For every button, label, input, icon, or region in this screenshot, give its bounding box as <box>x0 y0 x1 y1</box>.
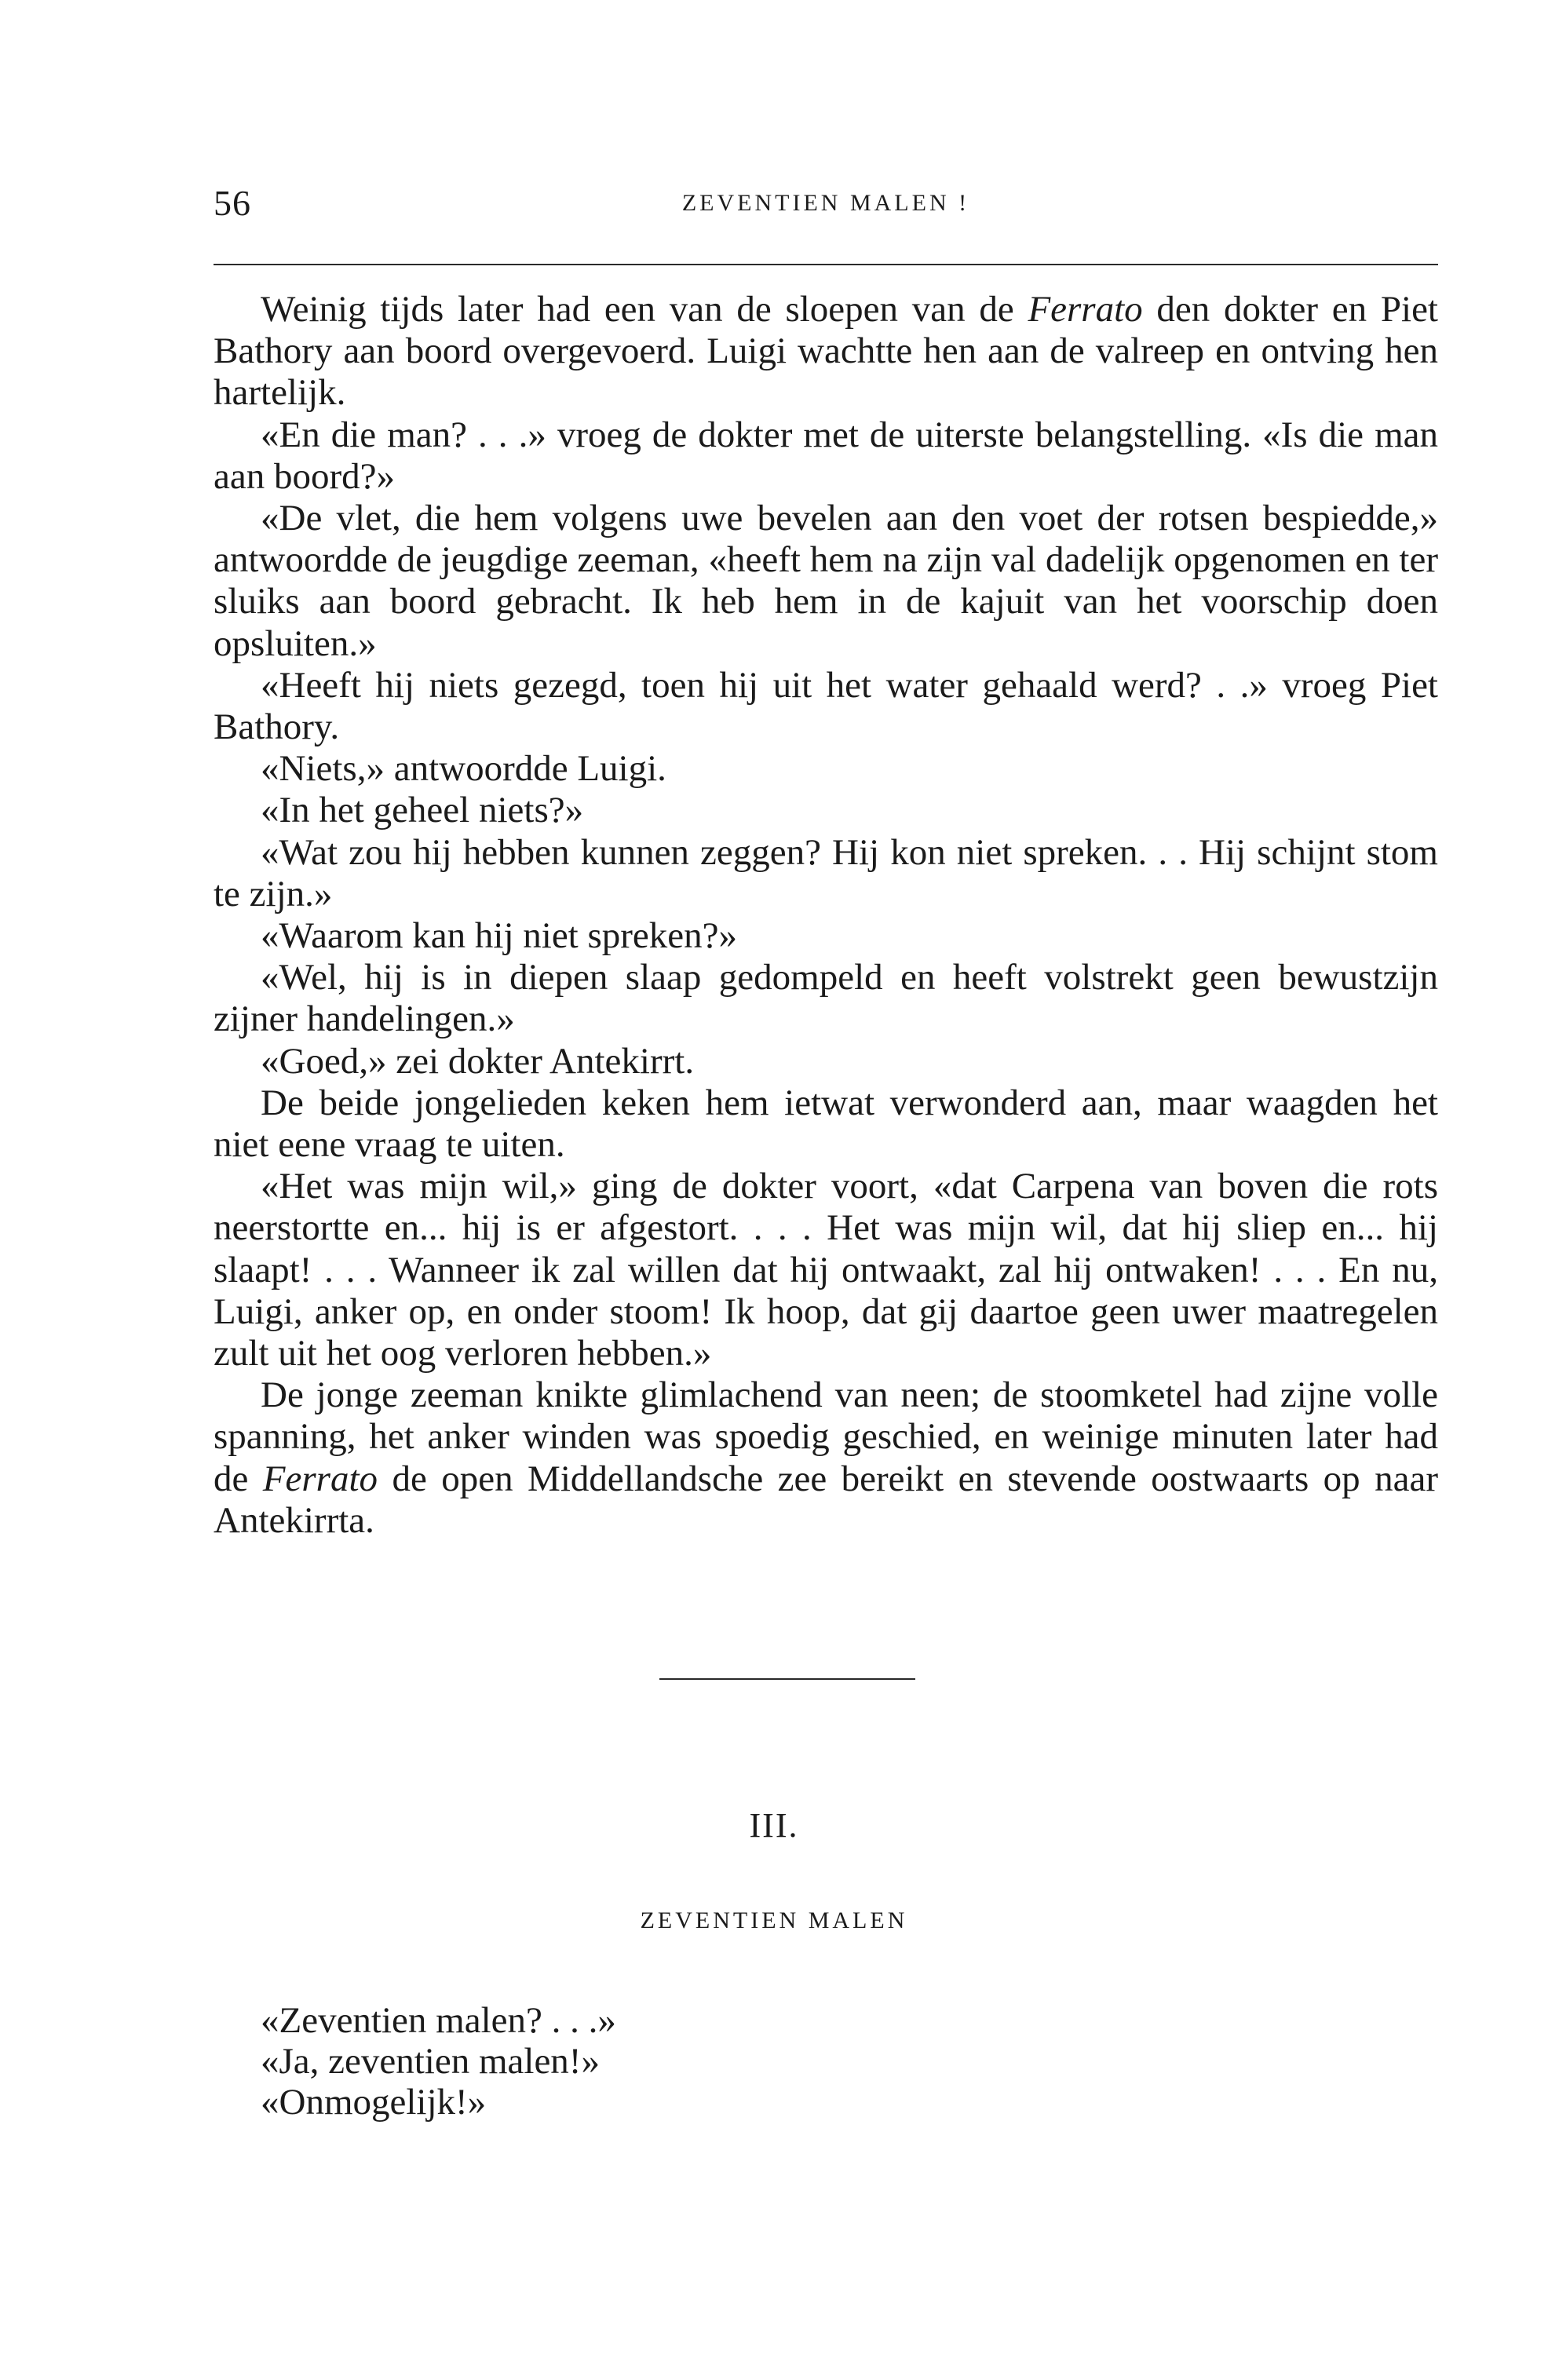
section-divider <box>659 1678 915 1680</box>
dialogue-line: «Onmogelijk!» <box>261 2082 487 2123</box>
ship-name: Ferrato <box>1028 289 1143 330</box>
running-title: ZEVENTIEN MALEN ! <box>681 190 970 216</box>
dialogue-line: «Ja, zeventien malen!» <box>261 2041 600 2082</box>
paragraph: De jonge zeeman knikte glimlachend van neen; de stoomketel had zijne volle spanning, het anker winden was spoedig geschied, en weinige minuten later had de Ferrato de open Middellandsche zee bereikt en stevende oostwaarts op naar Antekirrta. <box>214 1374 1438 1541</box>
paragraph: Weinig tijds later had een van de sloepen van de Ferrato den dokter en Piet Bathory aan boord overgevoerd. Luigi wachtte hen aan de valreep en ontving hen hartelijk. <box>214 289 1438 414</box>
chapter-title: ZEVENTIEN MALEN <box>640 1907 908 1933</box>
chapter-text <box>214 2000 1438 2123</box>
page-number: 56 <box>214 183 251 223</box>
paragraph: De beide jongelieden keken hem ietwat verwonderd aan, maar waagden het niet eene vraag te uiten. <box>214 1082 1438 1166</box>
paragraph: «En die man? . . .» vroeg de dokter met de uiterste belangstelling. «Is die man aan boord?» <box>214 414 1438 497</box>
paragraph: «Heeft hij niets gezegd, toen hij uit het water gehaald werd? . .» vroeg Piet Bathory. <box>214 664 1438 748</box>
paragraph: «Goed,» zei dokter Antekirrt. <box>261 1040 695 1082</box>
page-header <box>214 182 1438 229</box>
paragraph: «Wat zou hij hebben kunnen zeggen? Hij kon niet spreken. . . Hij schijnt stom te zijn.» <box>214 831 1438 914</box>
paragraph: «In het geheel niets?» <box>261 790 584 831</box>
ship-name: Ferrato <box>262 1458 378 1499</box>
paragraph: «De vlet, die hem volgens uwe bevelen aan den voet der rotsen bespiedde,» antwoordde de jeugdige zeeman, «heeft hem na zijn val dadelijk opgenomen en ter sluiks aan boord gebracht. Ik heb hem in de kajuit van het voorschip doen opsluiten.» <box>214 498 1438 664</box>
dialogue-line: «Zeventien malen? . . .» <box>261 2000 616 2041</box>
paragraph: «Het was mijn wil,» ging de dokter voort, «dat Carpena van boven die rots neerstortte en... hij is er afgestort. . . . Het was mijn wil, dat hij sliep en... hij slaapt! . . . Wanneer ik zal willen dat hij ontwaakt, zal hij ontwaken! . . . En nu, Luigi, anker op, en onder stoom! Ik hoop, dat gij daartoe geen uwer maatregelen zult uit het oog verloren hebben.» <box>214 1166 1438 1374</box>
paragraph: «Waarom kan hij niet spreken?» <box>261 915 738 957</box>
body-text <box>214 289 1438 1542</box>
paragraph: «Niets,» antwoordde Luigi. <box>261 748 666 790</box>
header-rule <box>214 264 1438 265</box>
chapter-number: III. <box>749 1806 799 1845</box>
paragraph: «Wel, hij is in diepen slaap gedompeld en heeft volstrekt geen bewustzijn zijner handelingen.» <box>214 957 1438 1040</box>
